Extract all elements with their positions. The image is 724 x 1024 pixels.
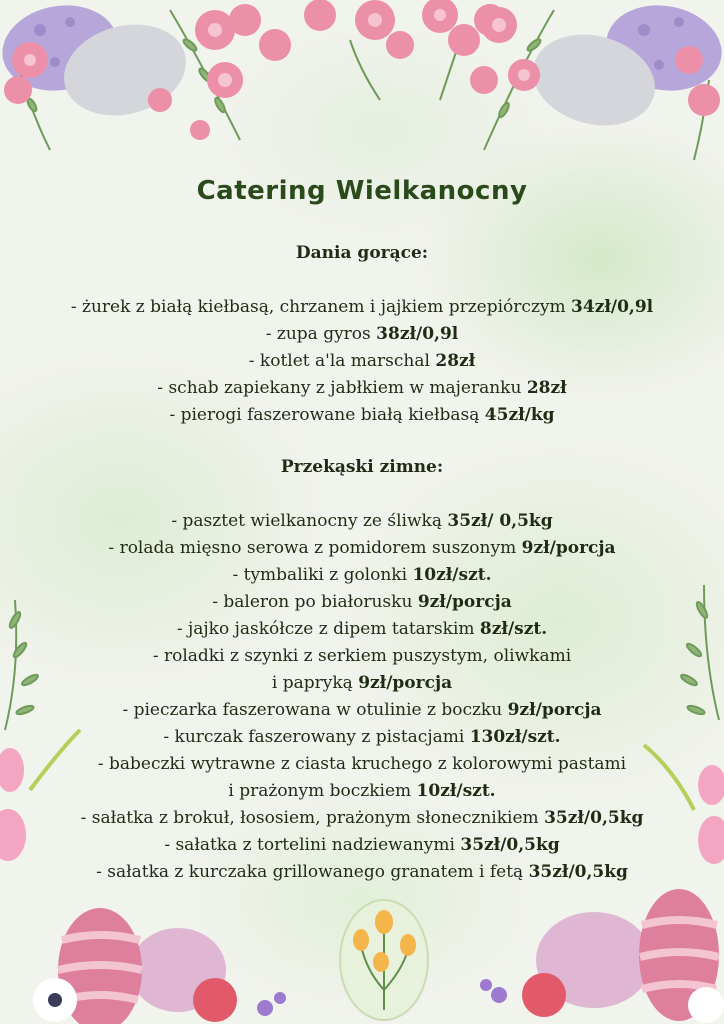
cold-snacks-list <box>0 508 724 886</box>
price: 34zł/0,9l <box>571 297 654 317</box>
list-item: - roladki z szynki z serkiem puszystym, oliwkami <box>152 646 572 666</box>
price: 10zł/szt. <box>416 781 496 801</box>
price: 28zł <box>435 351 476 371</box>
price: 35zł/0,5kg <box>544 808 644 828</box>
price: 38zł/0,9l <box>376 324 459 344</box>
list-item: - żurek z białą kiełbasą, chrzanem i jajkiem przepiórczym 34zł/0,9l <box>70 297 654 317</box>
price: 35zł/ 0,5kg <box>447 511 553 531</box>
price: 9zł/porcja <box>521 538 616 558</box>
list-item: - zupa gyros 38zł/0,9l <box>265 324 459 344</box>
list-item: - babeczki wytrawne z ciasta kruchego z kolorowymi pastami <box>97 754 627 774</box>
bottom-right-egg-decoration <box>474 885 724 1024</box>
price: 28zł <box>526 378 567 398</box>
price: 9zł/porcja <box>358 673 453 693</box>
top-left-floral-decoration <box>0 0 300 170</box>
page-title: Catering Wielkanocny <box>196 176 528 206</box>
list-item: - schab zapiekany z jabłkiem w majeranku 28zł <box>157 378 567 398</box>
hot-dishes-list <box>0 294 724 429</box>
list-item: - jajko jaskółcze z dipem tatarskim 8zł/szt. <box>176 619 548 639</box>
price: 35zł/0,5kg <box>528 862 628 882</box>
price: 9zł/porcja <box>417 592 512 612</box>
list-item: - pieczarka faszerowana w otulinie z boczku 9zł/porcja <box>122 700 602 720</box>
top-right-floral-decoration <box>424 0 724 170</box>
list-item: - pierogi faszerowane białą kiełbasą 45zł/kg <box>169 405 555 425</box>
list-item: - baleron po białorusku 9zł/porcja <box>212 592 512 612</box>
section-heading-hot-dishes: Dania gorące: <box>295 243 429 263</box>
list-item: - sałatka z tortelini nadziewanymi 35zł/0,5kg <box>164 835 560 855</box>
price: 45zł/kg <box>484 405 555 425</box>
price: 130zł/szt. <box>469 727 561 747</box>
list-item: i papryką 9zł/porcja <box>271 673 453 693</box>
list-item: - sałatka z brokuł, łososiem, prażonym słonecznikiem 35zł/0,5kg <box>80 808 644 828</box>
bottom-center-egg-decoration <box>336 890 432 1024</box>
list-item: i prażonym boczkiem 10zł/szt. <box>228 781 496 801</box>
section-heading-cold-snacks: Przekąski zimne: <box>280 457 444 477</box>
list-item: - tymbaliki z golonki 10zł/szt. <box>232 565 492 585</box>
price: 10zł/szt. <box>412 565 492 585</box>
list-item: - pasztet wielkanocny ze śliwką 35zł/ 0,5kg <box>171 511 553 531</box>
price: 8zł/szt. <box>479 619 548 639</box>
price: 35zł/0,5kg <box>460 835 560 855</box>
list-item: - rolada mięsno serowa z pomidorem suszonym 9zł/porcja <box>108 538 616 558</box>
list-item: - kurczak faszerowany z pistacjami 130zł/szt. <box>163 727 561 747</box>
list-item: - kotlet a'la marschal 28zł <box>248 351 476 371</box>
list-item: - sałatka z kurczaka grillowanego granatem i fetą 35zł/0,5kg <box>96 862 628 882</box>
bottom-left-egg-decoration <box>0 900 300 1024</box>
price: 9zł/porcja <box>507 700 602 720</box>
